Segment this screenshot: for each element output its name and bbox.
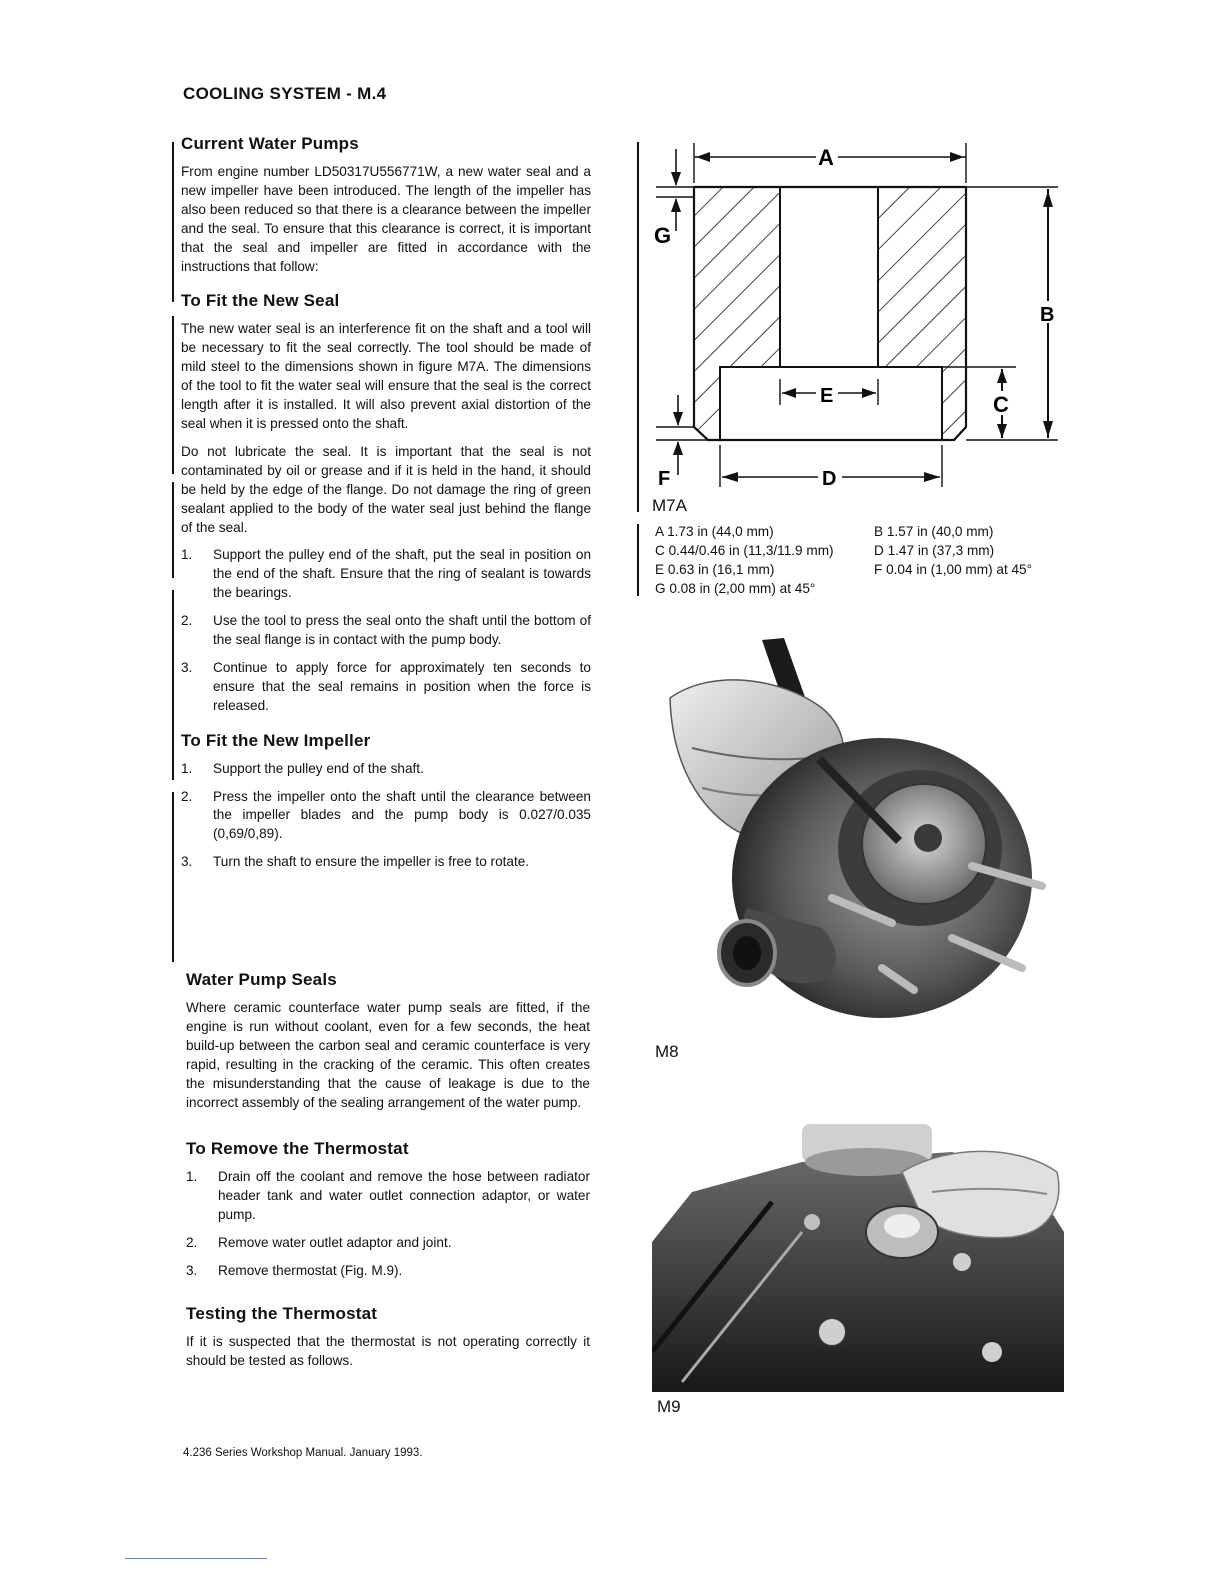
left-column-lower [186, 970, 590, 1380]
dim-letter-d: D [822, 468, 837, 490]
list-item: 1. Drain off the coolant and remove the hose between radiator header tank and water outlet connection adaptor, or water pump. [186, 1169, 590, 1223]
section-title-current-pumps: Current Water Pumps [181, 134, 359, 153]
left-column [181, 134, 591, 881]
list-item: 3. Remove thermostat (Fig. M.9). [186, 1263, 403, 1279]
figure-label-m9: M9 [657, 1397, 681, 1416]
page-footer: 4.236 Series Workshop Manual. January 1993. [183, 1447, 423, 1459]
list-item: 2. Use the tool to press the seal onto the shaft until the bottom of the seal flange is in contact with the pump body. [181, 613, 591, 648]
fit-impeller-steps [181, 760, 591, 873]
section-title-testing: Testing the Thermostat [186, 1303, 378, 1323]
remove-thermostat-steps [186, 1168, 590, 1281]
tool-bore [780, 187, 878, 367]
list-item: 1. Support the pulley end of the shaft, put the seal in position on the end of the shaft. Ensure that the ring of sealant is towards the bearings. [181, 547, 591, 601]
fit-seal-steps [181, 546, 591, 715]
table-row: G 0.08 in (2,00 mm) at 45° [655, 581, 816, 596]
change-bar [172, 792, 174, 962]
current-pumps-body: From engine number LD50317U556771W, a new water seal and a new impeller have been introduced. The length of the impeller has also been reduced so that there is a clearance between the impeller and the seal. To ensure that this clearance is correct, it is important that the seal and impeller are fitted in accordance with the instructions that follow: [181, 164, 591, 274]
dim-letter-f: F [658, 468, 671, 490]
testing-body: If it is suspected that the thermostat is not operating correctly it should be tested as follows. [186, 1333, 590, 1368]
list-item: 2. Remove water outlet adaptor and joint. [186, 1235, 452, 1251]
figure-label-m7a: M7A [652, 496, 687, 515]
list-item: 3. Turn the shaft to ensure the impeller is free to rotate. [181, 854, 530, 870]
fit-seal-para2: Do not lubricate the seal. It is important that the seal is not contaminated by oil or grease and if it is held in the hand, it should be held by the edge of the flange. Do not damage the ring of green sealant applied to the body of the water seal just behind the flange of the seal. [181, 443, 591, 535]
thermostat-photo [652, 1122, 1064, 1392]
list-item: 1. Support the pulley end of the shaft. [181, 760, 424, 776]
pump-seals-body: Where ceramic counterface water pump seals are fitted, if the engine is run without coolant, even for a few seconds, the heat build-up between the carbon seal and ceramic counterface is very rapid, resulting in the cracking of the ceramic. This often creates the misunderstanding that the cause of leakage is due to the incorrect assembly of the sealing arrangement of the water pump. [186, 1000, 590, 1110]
page-title: COOLING SYSTEM - M.4 [183, 84, 387, 103]
bottom-rule [125, 1558, 267, 1559]
section-title-pump-seals: Water Pump Seals [186, 970, 337, 989]
section-title-fit-impeller: To Fit the New Impeller [181, 730, 371, 750]
change-bar [172, 316, 174, 474]
change-bar [637, 142, 639, 512]
figure-label-m8: M8 [655, 1042, 679, 1061]
change-bar [637, 524, 639, 596]
dim-letter-b: B [1040, 304, 1055, 326]
list-item: 2. Press the impeller onto the shaft until the clearance between the impeller blades and the pump body is 0.027/0.035 (0,69/0,89). [181, 788, 591, 842]
water-pump-photo [652, 638, 1062, 1038]
change-bar [172, 142, 174, 302]
change-bar [172, 482, 174, 578]
dim-letter-a: A [818, 145, 834, 170]
table-row: E 0.63 in (16,1 mm) F 0.04 in (1,00 mm) at 45° [655, 562, 1033, 577]
table-row: C 0.44/0.46 in (11,3/11.9 mm) D 1.47 in (37,3 mm) [655, 543, 995, 558]
table-row: A 1.73 in (44,0 mm) B 1.57 in (40,0 mm) [655, 524, 994, 539]
dim-letter-c: C [993, 392, 1009, 417]
section-title-remove-thermostat: To Remove the Thermostat [186, 1139, 409, 1159]
list-item: 3. Continue to apply force for approximately ten seconds to ensure that the seal remains in position when the force is released. [181, 659, 591, 713]
dim-letter-g: G [654, 223, 672, 248]
fit-seal-para1: The new water seal is an interference fit on the shaft and a tool will be necessary to fit the seal correctly. The tool should be made of mild steel to the dimensions shown in figure M7A. The dimensions of the tool to fit the water seal will ensure that the seal is the correct length after it is installed. It will also prevent axial distortion of the seal when it is pressed onto the shaft. [181, 321, 591, 431]
section-title-fit-seal: To Fit the New Seal [181, 291, 340, 311]
seal-tool-drawing [650, 135, 1070, 495]
dimensions-table [655, 522, 1075, 598]
dim-letter-e: E [820, 385, 834, 407]
change-bar [172, 590, 174, 780]
